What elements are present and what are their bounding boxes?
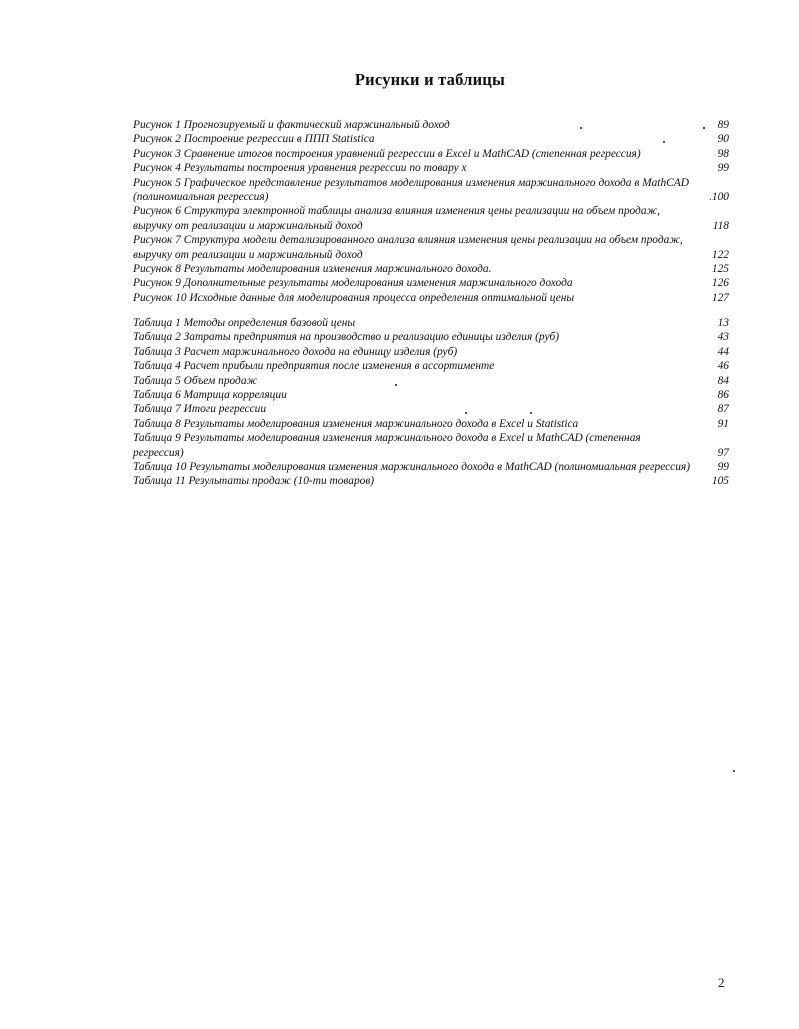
figure-entry-title: Рисунок 10 Исходные данные для моделирования процесса определения оптимальной цены xyxy=(133,291,575,304)
table-entry-title: Таблица 1 Методы определения базовой цены xyxy=(133,317,356,329)
figure-entry xyxy=(133,147,729,161)
figure-entry xyxy=(133,233,729,262)
table-entry-title: Таблица 6 Матрица корреляции xyxy=(133,389,287,402)
scan-speck xyxy=(663,141,665,143)
table-entry-page: 46 xyxy=(717,360,729,373)
table-entry-page: 86 xyxy=(717,389,729,402)
table-entry-title: Таблица 4 Расчет прибыли предприятия после изменения в ассортименте xyxy=(133,360,495,373)
figure-entry-page: 99 xyxy=(717,162,729,175)
scan-speck xyxy=(703,127,705,129)
figure-entry xyxy=(133,204,729,233)
figure-entry-title: Рисунок 7 Структура модели детализированного анализа влияния изменения цены реализации на объем продаж, выручку от реализации и маржинальный доход xyxy=(133,234,683,261)
figure-entry-page: 90 xyxy=(717,133,729,146)
figure-entry xyxy=(133,118,729,132)
table-entry-title: Таблица 10 Результаты моделирования изменения маржинального дохода в MathCAD (полиномиальная регрессия) xyxy=(133,461,690,474)
table-entry-title: Таблица 8 Результаты моделирования изменения маржинального дохода в Excel и Statistica xyxy=(133,417,579,430)
table-entry xyxy=(133,374,729,388)
figure-entry-title: Рисунок 9 Дополнительные результаты моделирования изменения маржинального дохода xyxy=(133,277,573,290)
table-entry-title: Таблица 9 Результаты моделирования изменения маржинального дохода в Excel и MathCAD (степенная регрессия) xyxy=(133,432,641,459)
figure-entry-title: Рисунок 6 Структура электронной таблицы анализа влияния изменения цены реализации на объем продаж, выручку от реализации и маржинальный доход xyxy=(133,205,660,232)
figure-entry xyxy=(133,132,729,146)
table-entry-page: 99 xyxy=(717,461,729,474)
table-entry-page: 44 xyxy=(717,345,729,358)
figure-entry-title: Рисунок 3 Сравнение итогов построения уравнений регрессии в Excel и MathCAD (степенная регрессия) xyxy=(133,147,641,160)
table-entry-page: 43 xyxy=(717,331,729,344)
scan-speck xyxy=(530,412,532,414)
page-number: 2 xyxy=(718,975,725,990)
figure-entry-page: .100 xyxy=(709,191,729,204)
table-entry-title: Таблица 5 Объем продаж xyxy=(133,374,258,387)
table-entry-page: 84 xyxy=(717,374,729,387)
table-entry xyxy=(133,417,729,431)
table-entry xyxy=(133,431,729,460)
figures-list xyxy=(133,118,729,305)
scan-speck xyxy=(580,127,582,129)
table-entry-page: 87 xyxy=(717,403,729,416)
figure-entry-page: 127 xyxy=(711,291,729,304)
scan-speck xyxy=(395,384,397,386)
figure-entry-page: 122 xyxy=(711,248,729,261)
figure-entry-page: 126 xyxy=(711,277,729,290)
figure-entry-page: 125 xyxy=(711,263,729,276)
figure-entry-title: Рисунок 4 Результаты построения уравнения регрессии по товару х xyxy=(133,162,467,175)
table-entry-title: Таблица 3 Расчет маржинального дохода на единицу изделия (руб) xyxy=(133,345,458,358)
figure-entry-title: Рисунок 8 Результаты моделирования изменения маржинального дохода. xyxy=(133,263,492,276)
scan-speck xyxy=(733,770,735,772)
table-entry xyxy=(133,402,729,416)
figure-entry-page: 118 xyxy=(712,219,729,232)
scan-speck xyxy=(465,412,467,414)
figure-entry-title: Рисунок 1 Прогнозируемый и фактический маржинальный доход xyxy=(133,119,450,131)
page-title: Рисунки и таблицы xyxy=(354,70,506,89)
table-entry-title: Таблица 7 Итоги регрессии xyxy=(133,403,267,416)
tables-list xyxy=(133,316,729,489)
table-entry-page: 105 xyxy=(711,475,729,488)
figure-entry xyxy=(133,291,729,305)
table-entry xyxy=(133,460,729,474)
figure-entry xyxy=(133,176,729,205)
table-entry xyxy=(133,388,729,402)
figure-entry-title: Рисунок 5 Графическое представление результатов моделирования изменения маржинального дохода в MathCAD (полиномиальная регрессия) xyxy=(133,176,689,204)
table-entry xyxy=(133,345,729,359)
table-entry xyxy=(133,359,729,373)
table-entry xyxy=(133,474,729,488)
figure-entry-page: 98 xyxy=(717,147,729,160)
table-entry-page: 97 xyxy=(717,446,729,459)
figure-entry xyxy=(133,262,729,276)
figure-entry xyxy=(133,276,729,290)
figure-entry-page: 89 xyxy=(717,119,729,131)
table-entry xyxy=(133,330,729,344)
table-entry-page: 13 xyxy=(717,317,729,329)
table-entry-title: Таблица 11 Результаты продаж (10-ти товаров) xyxy=(133,475,375,488)
figure-entry-title: Рисунок 2 Построение регрессии в ППП Statistica xyxy=(133,133,375,146)
figure-entry xyxy=(133,161,729,175)
table-entry-title: Таблица 2 Затраты предприятия на производство и реализацию единицы изделия (руб) xyxy=(133,331,560,344)
table-entry xyxy=(133,316,729,330)
table-entry-page: 91 xyxy=(717,417,729,430)
